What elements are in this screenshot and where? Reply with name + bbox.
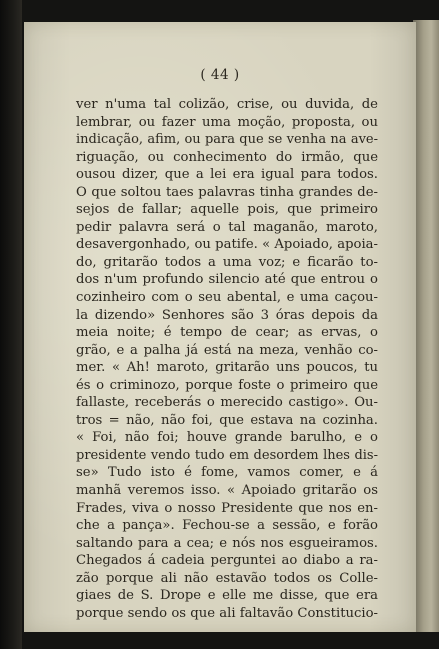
- text-line: saltando para a cea; e nós nos esgueiramos.: [76, 535, 378, 551]
- text-line: sejos de fallar; aquelle pois, que primeiro: [76, 202, 378, 218]
- text-line: dos n'um profundo silencio até que entrou o: [76, 272, 378, 288]
- text-line: tros = não, não foi, que estava na cozinha.: [76, 412, 378, 428]
- text-line: ver n'uma tal colizão, crise, ou duvida, de: [76, 97, 378, 112]
- text-line: se» Tudo isto é fome, vamos comer, e á: [76, 465, 378, 481]
- text-line: Frades, viva o nosso Presidente que nos en-: [76, 500, 378, 516]
- text-line: lembrar, ou fazer uma moção, proposta, ou: [76, 114, 378, 130]
- text-line: fallaste, receberás o merecido castigo». Ou-: [76, 395, 378, 411]
- text-line: la dizendo» Senhores são 3 óras depois da: [76, 307, 378, 323]
- text-line: presidente vendo tudo em desordem lhes dis-: [76, 447, 378, 463]
- text-line: desavergonhado, ou patife. « Apoiado, apoia-: [76, 237, 378, 253]
- text-line: cozinheiro com o seu abental, e uma caçou-: [76, 290, 378, 306]
- adjacent-page-edge: [413, 20, 439, 632]
- text-line: ousou dizer, que a lei era igual para todos.: [76, 167, 378, 183]
- text-line: O que soltou taes palavras tinha grandes de-: [76, 184, 378, 200]
- text-line: pedir palavra será o tal maganão, maroto,: [76, 219, 378, 235]
- text-line: do, gritarão todos a uma voz; e ficarão to-: [76, 254, 378, 270]
- text-line: meia noite; é tempo de cear; as ervas, o: [76, 325, 378, 341]
- text-line: grão, e a palha já está na meza, venhão co-: [76, 342, 378, 358]
- text-line: Chegados á cadeia perguntei ao diabo a ra-: [76, 553, 378, 569]
- text-line: « Foi, não foi; houve grande barulho, e o: [76, 430, 378, 446]
- book-page: [24, 22, 416, 632]
- text-line: manhã veremos isso. « Apoiado gritarão os: [76, 483, 378, 499]
- book-spine-shadow: [0, 0, 22, 649]
- page-body-text: [76, 96, 378, 622]
- page-number: ( 44 ): [200, 67, 240, 83]
- text-line: és o criminozo, porque foste o primeiro que: [76, 377, 378, 393]
- text-line: che a pança». Fechou-se a sessão, e forão: [76, 518, 378, 534]
- text-line: riguação, ou conhecimento do irmão, que: [76, 149, 378, 165]
- text-line: mer. « Ah! maroto, gritarão uns poucos, tu: [76, 360, 378, 376]
- text-line: giaes de S. Drope e elle me disse, que era: [76, 588, 378, 604]
- text-line: porque sendo os que ali faltavão Constitucio-: [76, 605, 378, 621]
- text-line: indicação, afim, ou para que se venha na ave-: [76, 132, 378, 148]
- text-line: zão porque ali não estavão todos os Colle-: [76, 570, 378, 586]
